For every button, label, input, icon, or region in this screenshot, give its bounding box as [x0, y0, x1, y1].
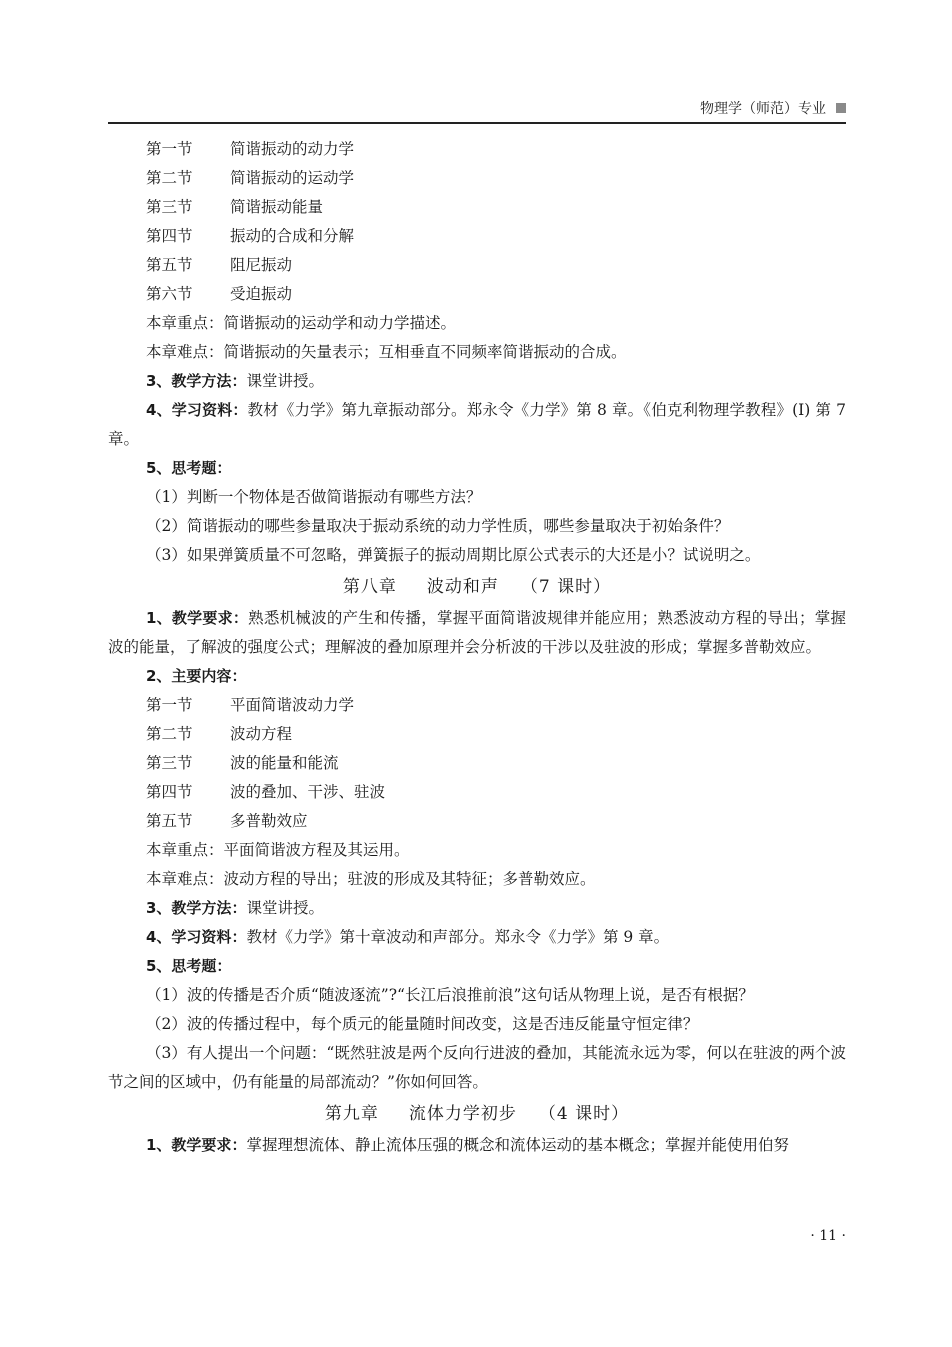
study-materials-label: 4、学习资料： [146, 401, 248, 419]
section-line [108, 807, 846, 836]
page-header [108, 96, 846, 124]
section-line [108, 193, 846, 222]
chapter-title: 波动和声 [426, 577, 499, 597]
section-line [108, 778, 846, 807]
section-number: 第三节 [146, 198, 193, 216]
questions-heading [108, 454, 846, 483]
section-number: 第二节 [146, 725, 193, 743]
section-line [108, 164, 846, 193]
main-content-label: 2、主要内容： [146, 667, 247, 685]
section-title: 波动方程 [230, 725, 293, 743]
section-title: 简谐振动的动力学 [230, 140, 355, 158]
section-line [108, 222, 846, 251]
section-number: 第三节 [146, 754, 193, 772]
questions-label: 5、思考题： [146, 459, 232, 477]
section-line [108, 720, 846, 749]
chapter-key-point: 本章重点：平面简谐波方程及其运用。 [146, 841, 410, 859]
section-title: 简谐振动的运动学 [230, 169, 355, 187]
section-line [108, 251, 846, 280]
teaching-requirements-label: 1、教学要求： [146, 609, 249, 627]
chapter-number: 第八章 [342, 577, 397, 597]
questions-label: 5、思考题： [146, 957, 232, 975]
section-number: 第一节 [146, 140, 193, 158]
page-content [108, 135, 846, 1160]
section-number: 第四节 [146, 783, 193, 801]
chapter-number: 第九章 [324, 1104, 379, 1124]
teaching-method-label: 3、教学方法： [146, 372, 247, 390]
section-title: 波的叠加、干涉、驻波 [230, 783, 386, 801]
section-number: 第五节 [146, 812, 193, 830]
teaching-method-text: 课堂讲授。 [246, 899, 324, 917]
section-title: 阻尼振动 [230, 256, 293, 274]
section-line [108, 691, 846, 720]
section-line [108, 280, 846, 309]
teaching-requirements-text: 掌握理想流体、静止流体压强的概念和流体运动的基本概念；掌握并能使用伯努 [246, 1136, 789, 1154]
section-number: 第五节 [146, 256, 193, 274]
main-content-heading [108, 662, 846, 691]
chapter-key-point: 本章重点：简谐振动的运动学和动力学描述。 [146, 314, 457, 332]
section-number: 第四节 [146, 227, 193, 245]
question-item: （2）波的传播过程中，每个质元的能量随时间改变，这是否违反能量守恒定律？ [146, 1015, 699, 1033]
section-title: 简谐振动能量 [230, 198, 324, 216]
study-materials-text: 教材《力学》第九章振动部分。郑永令《力学》第 8 章。《伯克利物理学教程》(I) 第 7 章。 [108, 401, 846, 448]
study-materials [108, 396, 846, 454]
section-title: 振动的合成和分解 [230, 227, 355, 245]
teaching-method [108, 894, 846, 923]
question-item: （3）有人提出一个问题：“既然驻波是两个反向行进波的叠加，其能流永远为零，何以在驻波的两个波节之间的区域中，仍有能量的局部流动？”你如何回答。 [108, 1044, 846, 1091]
chapter-hours: （7 课时） [520, 577, 612, 597]
chapter-title: 流体力学初步 [408, 1104, 517, 1124]
header-title: 物理学（师范）专业 [700, 101, 826, 117]
study-materials [108, 923, 846, 952]
chapter-difficult-point: 本章难点：简谐振动的矢量表示；互相垂直不同频率简谐振动的合成。 [146, 343, 627, 361]
question-item: （2）简谐振动的哪些参量取决于振动系统的动力学性质，哪些参量取决于初始条件？ [146, 517, 730, 535]
header-title-wrap [700, 98, 846, 118]
chapter-heading [108, 572, 846, 602]
section-title: 波的能量和能流 [230, 754, 339, 772]
teaching-requirements [108, 604, 846, 662]
study-materials-text: 教材《力学》第十章波动和声部分。郑永令《力学》第 9 章。 [246, 928, 670, 946]
question-item: （1）波的传播是否介质“随波逐流”?“长江后浪推前浪”这句话从物理上说，是否有根据？ [146, 986, 754, 1004]
chapter-hours: （4 课时） [538, 1104, 630, 1124]
teaching-method [108, 367, 846, 396]
teaching-method-label: 3、教学方法： [146, 899, 247, 917]
section-title: 平面简谐波动力学 [230, 696, 355, 714]
section-number: 第二节 [146, 169, 193, 187]
section-line [108, 749, 846, 778]
chapter-heading [108, 1099, 846, 1129]
teaching-requirements-text: 熟悉机械波的产生和传播，掌握平面简谐波规律并能应用；熟悉波动方程的导出；掌握波的能量，了解波的强度公式；理解波的叠加原理并会分析波的干涉以及驻波的形成；掌握多普勒效应。 [108, 609, 846, 656]
chapter-difficult-point: 本章难点：波动方程的导出；驻波的形成及其特征；多普勒效应。 [146, 870, 596, 888]
section-number: 第六节 [146, 285, 193, 303]
section-line [108, 135, 846, 164]
teaching-requirements [108, 1131, 846, 1160]
page-number: · 11 · [810, 1228, 846, 1244]
section-title: 多普勒效应 [230, 812, 308, 830]
teaching-requirements-label: 1、教学要求： [146, 1136, 247, 1154]
section-title: 受迫振动 [230, 285, 293, 303]
section-number: 第一节 [146, 696, 193, 714]
question-item: （1）判断一个物体是否做简谐振动有哪些方法？ [146, 488, 482, 506]
questions-heading [108, 952, 846, 981]
header-square-icon [836, 103, 846, 113]
question-item: （3）如果弹簧质量不可忽略，弹簧振子的振动周期比原公式表示的大还是小？试说明之。 [146, 546, 761, 564]
teaching-method-text: 课堂讲授。 [246, 372, 324, 390]
study-materials-label: 4、学习资料： [146, 928, 247, 946]
